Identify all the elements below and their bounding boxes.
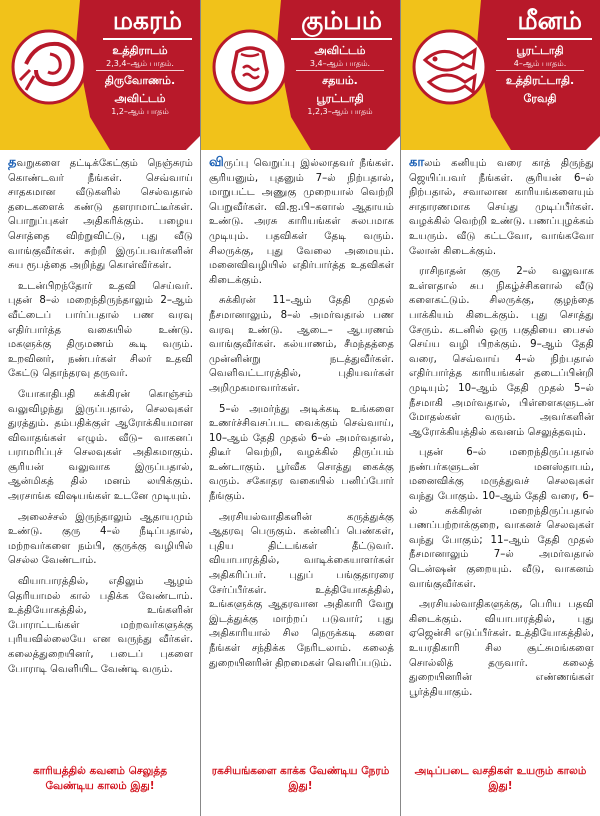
footer-tagline: ரகசியங்களை காக்க வேண்டிய நேரம் இது!: [211, 765, 390, 792]
capricorn-goat-icon: [6, 24, 92, 110]
paragraph: அலைச்சல் இருந்தாலும் ஆதாயமும் உண்டு. குரு 4–ல் நீடிப்பதால், மற்றவர்களை நம்பி, குருக்கு வழியில் செல்ல வேண்டாம்.: [8, 511, 193, 567]
star-pada: 4–ஆம் பாதம்.: [496, 58, 584, 71]
sign-title: மீனம்: [507, 6, 592, 40]
paragraph: சுக்கிரன் 11–ஆம் தேதி முதல் நீசமானாலும், 8–ல் அமர்வதால் பண வரவு உண்டு. ஆடை– ஆபரணம் வாங்குவீர்கள். கல்யாணம், சீமந்தத்தை முன்னின்று நடத்துவீர்கள். வெளிவட்டாரத்தில், புதியவர்கள் அறிமுகமாவார்கள்.: [209, 295, 394, 394]
star-name: அவிட்டம்: [114, 92, 166, 105]
sign-title: கும்பம்: [291, 6, 392, 40]
star-name: பூரட்டாதி: [316, 92, 364, 105]
paragraph: அரசியல்வாதிகளின் கருத்துக்கு ஆதரவு பெருகும். கன்னிப் பெண்கள், புதிய திட்டங்கள் தீட்டுவர். வியாபாரத்தில், வாடிக்கையாளர்கள் அதிகரிப்பர். புதுப் பங்குதாரரை சேர்ப்பீர்கள். உத்தியோகத்தில், உங்களுக்கு ஆதரவான அதிகாரி வேறு இடத்துக்கு மாற்றப் படுவார்; புது அதிகாரியால் சில நெருக்கடி களை நீங்கள் சந்திக்க நேரிடலாம். கலைத் துறையினரின் திறமைகள் வெளிப்படும்.: [209, 511, 394, 669]
drop-cap: கா: [409, 155, 425, 170]
paragraph: வியாபாரத்தில், எதிலும் ஆழம் தெரியாமல் கால் பதிக்க வேண்டாம். உத்தியோகத்தில், உங்களின் போராட்டங்கள் மற்றவர்களுக்கு புரியவில்லையே என வருந்து வீர்கள். கலைத்துறையினர், படைப் புகளை போராடி வெளியிட வேண்டி வரும்.: [8, 576, 193, 675]
drop-cap: வி: [209, 155, 224, 170]
star-pada: 1,2,3–ஆம் பாதம்: [307, 107, 373, 116]
column-pisces: [400, 0, 600, 816]
sign-header: [201, 0, 400, 150]
star-list: [488, 44, 592, 106]
paragraph: உடன்பிறந்தோர் உதவி செய்வர். புதன் 8–ல் மறைந்திருந்தாலும் 2–ஆம் வீட்டைப் பார்ப்பதால் பண வரவு எதிர்பார்த்த வகையில் உண்டு. மகளுக்கு திருமணம் கூடி வரும். உறவினர், நண்பர்கள் சிலர் உதவி கேட்டு தொந்தரவு தருவர்.: [8, 280, 193, 380]
prediction-text: [0, 150, 200, 816]
prediction-text: [401, 150, 600, 816]
column-aquarius: [200, 0, 400, 816]
star-name: திருவோணம்.: [104, 74, 176, 87]
paragraph: புதன் 6–ல் மறைந்திருப்பதால் நண்பர்களுடன் மனஸ்தாபம், மனைவிக்கு மருத்துவச் செலவுகள் வந்து போகும். 10–ஆம் தேதி வரை, 6–ல் சுக்கிரன் மறைந்திருப்பதால் பணப்பற்றாக்குறை, வாகனச் செலவுகள் வந்து போகும்; 11–ஆம் தேதி முதல் நீசமானாலும் 7–ல் அமர்வதால் டென்ஷன் குறையும். வீடு, வாகனம் வாங்குவீர்கள்.: [409, 447, 594, 590]
paragraph: 5–ல் அமர்ந்து அடிக்கடி உங்களை உணர்ச்சிவசப்பட வைக்கும் செவ்வாய், 10–ஆம் தேதி முதல் 6–ல் அமர்வதால், திடீர் வெற்றி, வழக்கில் திருப்பம் உண்டாகும். பூர்வீக சொத்து கைக்கு வரும். சகோதர வகையில் பனிப்போர் நீங்கும்.: [209, 403, 394, 503]
paragraph: அரசியல்வாதிகளுக்கு, பெரிய பதவி கிடைக்கும். வியாபாரத்தில், புது ஏஜென்சி எடுப்பீர்கள். உத்தியோகத்தில், உயரதிகாரி சில சூட்சுமங்களை சொல்லித் தருவார். கலைத் துறையினரின் எண்ணங்கள் பூர்த்தியாகும்.: [409, 599, 594, 698]
prediction-text: [201, 150, 400, 816]
drop-cap: த: [8, 155, 17, 170]
footer-tagline: காரியத்தில் கவனம் செலுத்த வேண்டிய காலம் இது!: [32, 765, 168, 792]
footer-tagline: அடிப்படை வசதிகள் உயரும் காலம் இது!: [414, 765, 587, 792]
paragraph: ராசிநாதன் குரு 2–ல் வலுவாக உள்ளதால் சுப நிகழ்ச்சிகளால் வீடு களைகட்டும். சிலருக்கு, குழந்தை பாக்கியம் கிடைக்கும். புது சொத்து சேரும். கடனில் ஒரு பகுதியை பைசல் செய்ய வழி பிறக்கும். 9–ஆம் தேதி வரை, செவ்வாய் 4–ல் நிற்பதால் எதிர்பார்த்த காரியங்கள் தடைப்பின்றி முடியும்; 10–ஆம் தேதி முதல் 5–ல் நீசமாகி அமர்வதால், பிள்ளைகளுடன் மோதல்கள் வரும். அவர்களின் ஆரோக்கியத்தில் கவனம் செலுத்தவும்.: [409, 266, 594, 438]
star-list: [88, 44, 192, 121]
star-name: அவிட்டம்: [314, 44, 366, 57]
star-name: உத்திரட்டாதி.: [505, 74, 575, 87]
sign-header: [401, 0, 600, 150]
star-list: [288, 44, 392, 121]
star-name: சதயம்.: [322, 74, 358, 87]
star-pada: 1,2–ஆம் பாதம்: [111, 107, 169, 116]
star-name: ரேவதி: [523, 92, 557, 105]
paragraph: தவறுகளை தட்டிக்கேட்கும் நெஞ்சுரம் கொண்டவர் நீங்கள். செவ்வாய் சாதகமான வீடுகளில் செல்வதால் தடைகளைக் கண்டு தளராமாட்டீர்கள். பொறுப்புகள் அதிகரிக்கும். பழைய சொத்தை விற்றுவிட்டு, புது வீடு வாங்குவீர்கள். சுற்றி இருப்பவர்களின் சுய ரூபத்தை அறிந்து கொள்வீர்கள்.: [8, 155, 193, 272]
pisces-fish-icon: [407, 24, 493, 110]
star-name: உத்திராடம்: [112, 44, 168, 57]
sign-header: [0, 0, 200, 150]
sign-title: மகரம்: [103, 6, 192, 40]
paragraph: விருப்பு வெறுப்பு இல்லாதவர் நீங்கள். சூரியனும், புதனும் 7–ல் நிற்பதால், மாறுபட்ட அணுகு முறையால் வெற்றி பெறுவீர்கள். வி.ஐ.பி–களால் ஆதாயம் உண்டு. அரசு காரியங்கள் சுலபமாக முடியும். பதவிகள் தேடி வரும். சிலருக்கு, புது வேலை அமையும். மனைவிவழியில் எதிர்பார்த்த உதவிகள் கிடைக்கும்.: [209, 155, 394, 286]
star-pada: 2,3,4–ஆம் பாதம்.: [96, 58, 184, 71]
star-pada: 3,4–ஆம் பாதம்.: [296, 58, 384, 71]
star-name: பூரட்டாதி: [516, 44, 564, 57]
aquarius-pot-icon: [207, 24, 293, 110]
column-capricorn: [0, 0, 200, 816]
paragraph: யோகாதிபதி சுக்கிரன் கொஞ்சம் வலுவிழந்து இருப்பதால், செலவுகள் துரத்தும். தம்பதிக்குள் ஆரோக்கியமான விவாதங்கள் எழும். வீடு– வாகனப் பராமரிப்புச் செலவுகள் அதிகமாகும். சூரியன் வலுவாக இருப்பதால், ஆன்மிகத் தில் மனம் லயிக்கும். அரசாங்க விஷயங்கள் உடனே முடியும்.: [8, 388, 193, 503]
paragraph: காலம் கனியும் வரை காத் திருந்து ஜெயிப்பவர் நீங்கள். சூரியன் 6–ல் நிற்பதால், சவாலான காரியங்களையும் சாதாரணமாக செய்து முடிப்பீர்கள். வழக்கில் வெற்றி உண்டு. பணப்புழக்கம் உயரும். வீடு கட்டவோ, வாங்கவோ லோன் கிடைக்கும்.: [409, 155, 594, 257]
